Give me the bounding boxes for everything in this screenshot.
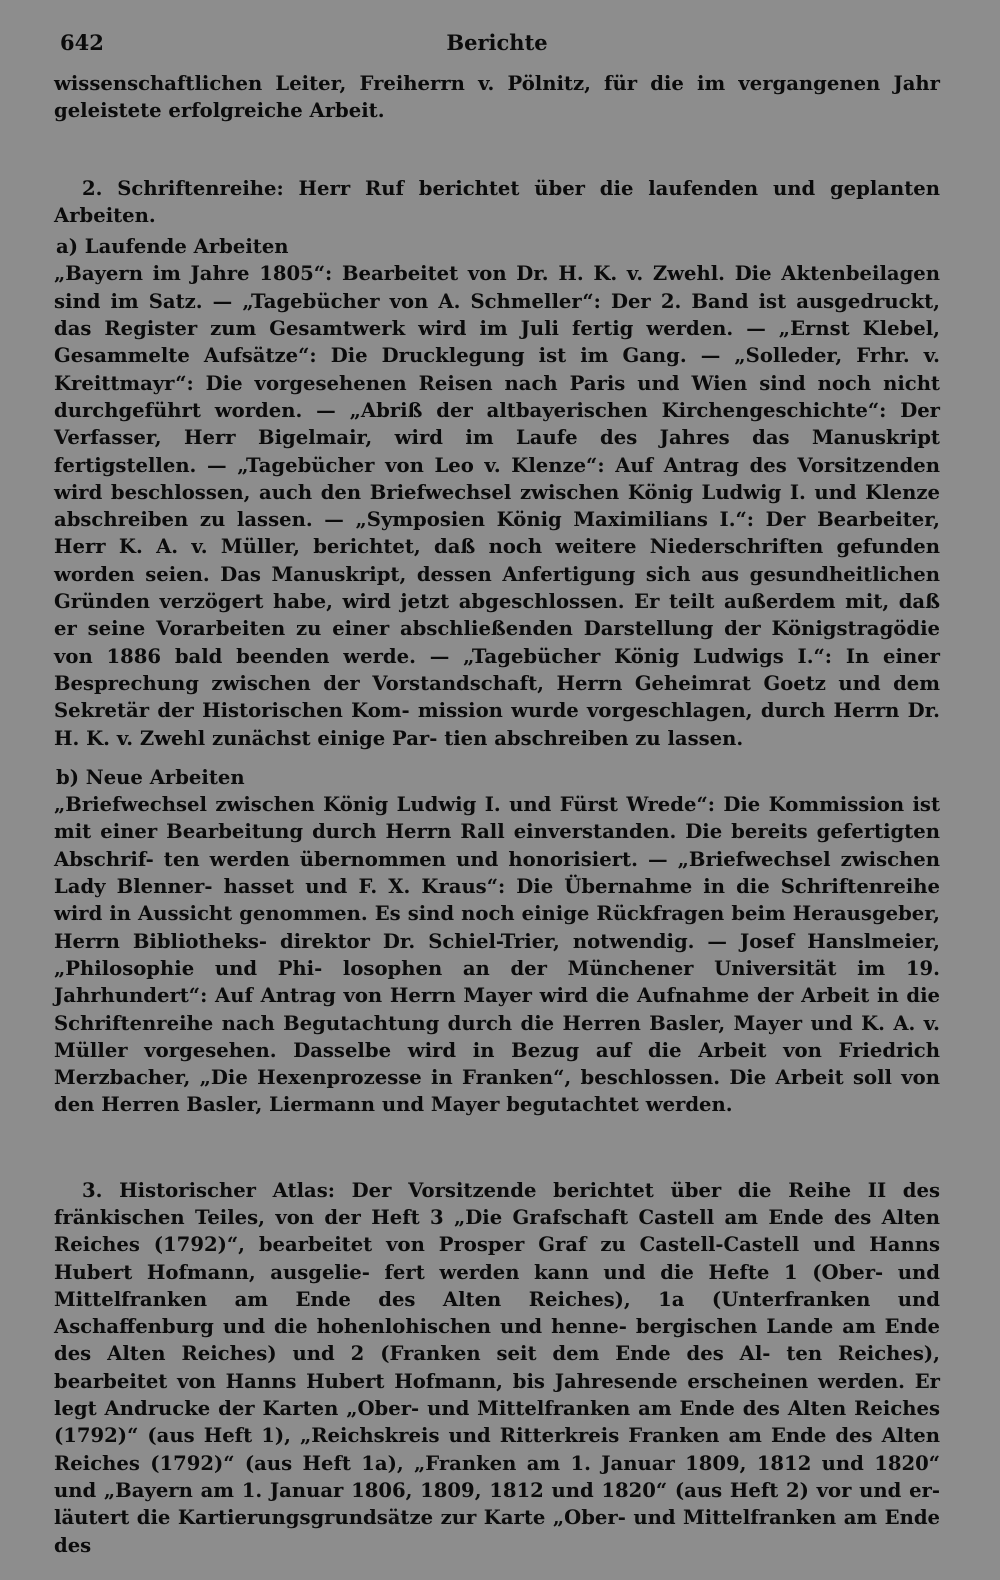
subsection-a-paragraph: „Bayern im Jahre 1805“: Bearbeitet von Dr. H. K. v. Zwehl. Die Aktenbeilagen sind im Satz. — „Tagebücher von A. Schmeller“: Der 2. Band ist ausgedruckt, das Register zum Gesamtwerk wird im Juli fertig werden. — „Ernst Klebel, Gesammelte Aufsätze“: Die Drucklegung ist im Gang. — „Solleder, Frhr. v. Kreittmayr“: Die vorgesehenen Reisen nach Paris und Wien sind noch nicht durchgeführt worden. — „Abriß der altbayerischen Kirchengeschichte“: Der Verfasser, Herr Bigelmair, wird im Laufe des Jahres das Manuskript fertigstellen. — „Tagebücher von Leo v. Klenze“: Auf Antrag des Vorsitzenden wird beschlossen, auch den Briefwechsel zwischen König Ludwig I. und Klenze abschreiben zu lassen. — „Symposien König Maximilians I.“: Der Bearbeiter, Herr K. A. v. Müller, berichtet, daß noch weitere Niederschriften gefunden worden seien. Das Manuskript, dessen Anfertigung sich aus gesundheitlichen Gründen verzögert habe, wird jetzt abgeschlossen. Er teilt außerdem mit, daß er seine Vorarbeiten zu einer abschließenden Darstellung der Königstragödie von 1886 bald beenden werde. — „Tagebücher König Ludwigs I.“: In einer Besprechung zwischen der Vorstandschaft, Herrn Geheimrat Goetz und dem Sekretär der Historischen Kom- mission wurde vorgeschlagen, durch Herrn Dr. H. K. v. Zwehl zunächst einige Par- tien abschreiben zu lassen. bbox=[54, 262, 940, 750]
section-2-heading: 2. Schriftenreihe: Herr Ruf berichtet über die laufenden und geplanten Arbeiten. bbox=[54, 176, 940, 227]
page-header bbox=[54, 30, 940, 70]
section-3-paragraph: 3. Historischer Atlas: Der Vorsitzende berichtet über die Reihe II des fränkischen Teiles, von der Heft 3 „Die Grafschaft Castell am Ende des Alten Reiches (1792)“, bearbeitet von Prosper Graf zu Castell-Castell und Hanns Hubert Hofmann, ausgelie- fert werden kann und die Hefte 1 (Ober- und Mittelfranken am Ende des Alten Reiches), 1a (Unterfranken und Aschaffenburg und die hohenlohischen und henne- bergischen Lande am Ende des Alten Reiches) und 2 (Franken seit dem Ende des Al- ten Reiches), bearbeitet von Hanns Hubert Hofmann, bis Jahresende erscheinen werden. Er legt Andrucke der Karten „Ober- und Mittelfranken am Ende des Alten Reiches (1792)“ (aus Heft 1), „Reichskreis und Ritterkreis Franken am Ende des Alten Reiches (1792)“ (aus Heft 1a), „Franken am 1. Januar 1809, 1812 und 1820“ und „Bayern am 1. Januar 1806, 1809, 1812 und 1820“ (aus Heft 2) vor und er- läutert die Kartierungsgrundsätze zur Karte „Ober- und Mittelfranken am Ende des bbox=[54, 1178, 940, 1557]
subsection-b-label: b) Neue Arbeiten bbox=[56, 765, 245, 789]
subsection-a-label: a) Laufende Arbeiten bbox=[56, 235, 289, 259]
running-head: Berichte bbox=[446, 30, 548, 55]
subsection-b-paragraph: „Briefwechsel zwischen König Ludwig I. und Fürst Wrede“: Die Kommission ist mit einer Bearbeitung durch Herrn Rall einverstanden. Die bereits gefertigten Abschrif- ten werden übernommen und honorisiert. — „Briefwechsel zwischen Lady Blenner- hasset und F. X. Kraus“: Die Übernahme in die Schriftenreihe wird in Aussicht genommen. Es sind noch einige Rückfragen beim Herausgeber, Herrn Bibliotheks- direktor Dr. Schiel-Trier, notwendig. — Josef Hanslmeier, „Philosophie und Phi- losophen an der Münchener Universität im 19. Jahrhundert“: Auf Antrag von Herrn Mayer wird die Aufnahme der Arbeit in die Schriftenreihe nach Begutachtung durch die Herren Basler, Mayer und K. A. v. Müller vorgesehen. Dasselbe wird in Bezug auf die Arbeit von Friedrich Merzbacher, „Die Hexenprozesse in Franken“, beschlossen. Die Arbeit soll von den Herren Basler, Liermann und Mayer begutachtet werden. bbox=[54, 793, 940, 1117]
page-number: 642 bbox=[60, 30, 104, 55]
intro-paragraph: wissenschaftlichen Leiter, Freiherrn v. Pölnitz, für die im vergangenen Jahr geleistete erfolgreiche Arbeit. bbox=[54, 72, 940, 123]
